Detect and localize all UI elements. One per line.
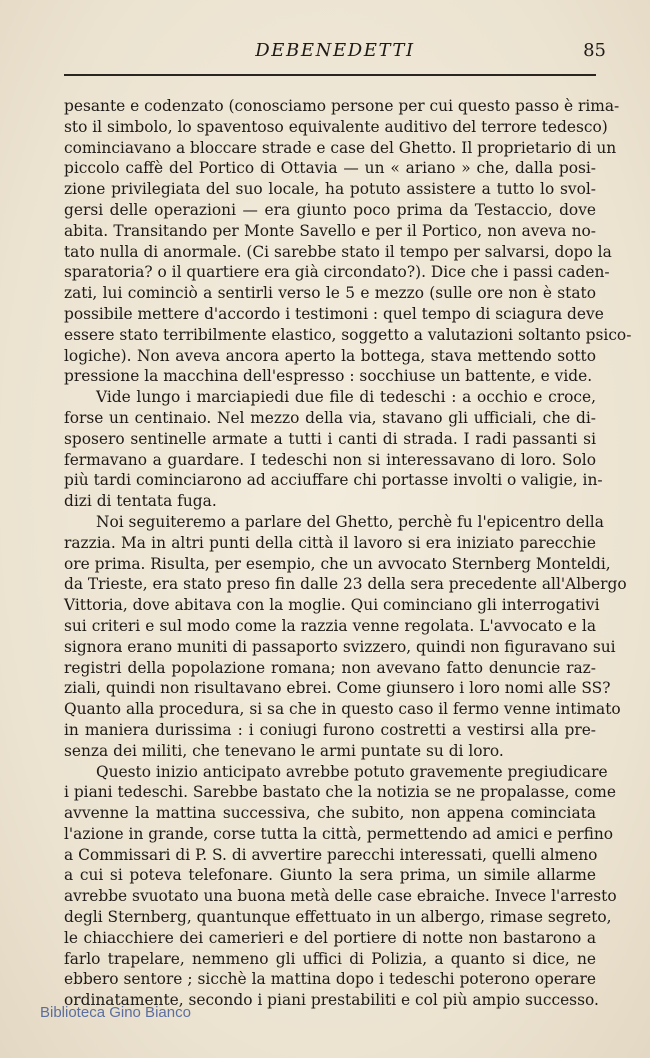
text-line: avvenne la mattina successiva, che subito, non appena cominciata (64, 804, 596, 823)
text-line: ore prima. Risulta, per esempio, che un avvocato Sternberg Monteldi, (64, 554, 611, 573)
text-line: logiche). Non aveva ancora aperto la bottega, stava mettendo sotto (64, 346, 596, 365)
text-line: degli Sternberg, quantunque effettuato in un albergo, rimase segreto, (64, 908, 612, 927)
text-line: a cui si poteva telefonare. Giunto la sera prima, un simile allarme (64, 866, 596, 885)
text-line: ordinatamente, secondo i piani prestabiliti e col più ampio successo. (64, 991, 599, 1010)
text-line: a Commissari di P. S. di avvertire parecchi interessati, quelli almeno (64, 845, 598, 864)
page-header (64, 40, 606, 70)
text-line: signora erano muniti di passaporto svizzero, quindi non figuravano sui (64, 637, 616, 656)
text-line: razzia. Ma in altri punti della città il lavoro si era iniziato parecchie (64, 533, 596, 552)
body-text (64, 96, 632, 1011)
paragraph (64, 512, 627, 762)
text-line: possibile mettere d'accordo i testimoni : quel tempo di sciagura deve (64, 304, 604, 323)
header-rule (64, 74, 596, 76)
text-line: Quanto alla procedura, si sa che in questo caso il fermo venne intimato (64, 700, 621, 719)
text-line: Vittoria, dove abitava con la moglie. Qui cominciano gli interrogativi (64, 596, 600, 615)
text-line: ebbero sentore ; sicchè la mattina dopo i tedeschi poterono operare (64, 970, 596, 989)
text-line: piccolo caffè del Portico di Ottavia — un « ariano » che, dalla posi- (64, 159, 596, 178)
text-line: i piani tedeschi. Sarebbe bastato che la notizia se ne propalasse, come (64, 783, 616, 802)
text-line: cominciavano a bloccare strade e case del Ghetto. Il proprietario di un (64, 138, 617, 157)
paragraph (64, 387, 603, 512)
text-line: pressione la macchina dell'espresso : socchiuse un battente, e vide. (64, 367, 593, 386)
text-line: Vide lungo i marciapiedi due file di tedeschi : a occhio e croce, (96, 388, 596, 407)
text-line: più tardi cominciarono ad acciuffare chi portasse involti o valigie, in- (64, 471, 603, 490)
paragraph (64, 762, 617, 1012)
page-number: 85 (583, 40, 606, 61)
text-line: Noi seguiteremo a parlare del Ghetto, perchè fu l'epicentro della (96, 512, 604, 531)
running-head: DEBENEDETTI (255, 40, 415, 61)
text-line: farlo trapelare, nemmeno gli uffici di Polizia, a quanto si dice, ne (64, 949, 596, 968)
text-line: zati, lui cominciò a sentirli verso le 5 e mezzo (sulle ore non è stato (64, 284, 596, 303)
text-line: zione privilegiata del suo locale, ha potuto assistere a tutto lo svol- (64, 180, 596, 199)
text-line: sto il simbolo, lo spaventoso equivalente auditivo del terrore tedesco) (64, 117, 608, 136)
text-line: registri della popolazione romana; non avevano fatto denuncie raz- (64, 658, 596, 677)
library-watermark: Biblioteca Gino Bianco (40, 1004, 191, 1021)
text-line: avrebbe svuotato una buona metà delle case ebraiche. Invece l'arresto (64, 887, 617, 906)
text-line: essere stato terribilmente elastico, soggetto a valutazioni soltanto psico- (64, 325, 632, 344)
text-line: sparatoria? o il quartiere era già circondato?). Dice che i passi caden- (64, 263, 610, 282)
text-line: le chiacchiere dei camerieri e del portiere di notte non bastarono a (64, 928, 596, 947)
text-line: abita. Transitando per Monte Savello e per il Portico, non aveva no- (64, 221, 596, 240)
text-line: forse un centinaio. Nel mezzo della via, stavano gli ufficiali, che di- (64, 408, 596, 427)
text-line: Questo inizio anticipato avrebbe potuto gravemente pregiudicare (96, 762, 608, 781)
text-line: fermavano a guardare. I tedeschi non si interessavano di loro. Solo (64, 450, 596, 469)
text-line: gersi delle operazioni — era giunto poco prima da Testaccio, dove (64, 200, 596, 219)
text-line: sposero sentinelle armate a tutti i canti di strada. I radi passanti si (64, 429, 596, 448)
text-line: senza dei militi, che tenevano le armi puntate su di loro. (64, 741, 504, 760)
text-line: pesante e codenzato (conosciamo persone per cui questo passo è rima- (64, 97, 620, 115)
text-line: l'azione in grande, corse tutta la città, permettendo ad amici e perfino (64, 824, 614, 843)
text-line: da Trieste, era stato preso fin dalle 23 della sera precedente all'Albergo (64, 575, 627, 594)
text-line: ziali, quindi non risultavano ebrei. Come giunsero i loro nomi alle SS? (64, 679, 611, 698)
text-line: sui criteri e sul modo come la razzia venne regolata. L'avvocato e la (64, 616, 596, 635)
paragraph (64, 96, 632, 387)
text-line: dizi di tentata fuga. (64, 492, 217, 511)
text-line: tato nulla di anormale. (Ci sarebbe stato il tempo per salvarsi, dopo la (64, 242, 612, 261)
text-line: in maniera durissima : i coniugi furono costretti a vestirsi alla pre- (64, 720, 596, 739)
